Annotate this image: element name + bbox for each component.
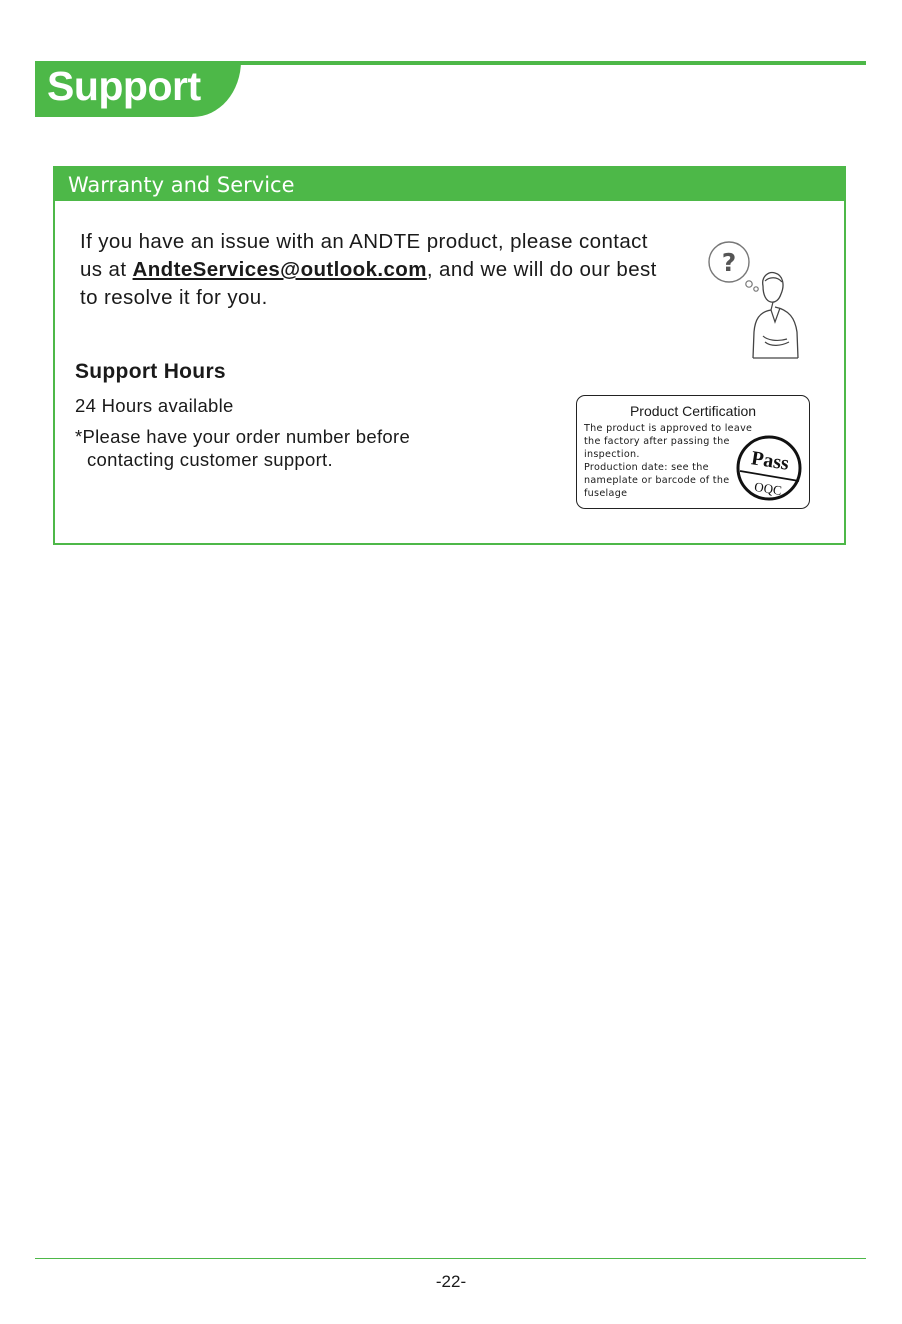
certification-line: The product is approved to leave [584, 423, 753, 434]
footer-rule [35, 1258, 866, 1259]
warranty-service-card [53, 166, 846, 545]
order-number-note [75, 425, 410, 471]
support-hours-value: 24 Hours available [75, 395, 234, 416]
thinking-person-icon [705, 240, 810, 365]
certification-line: the factory after passing the [584, 436, 730, 447]
stamp-oqc-text: OQC [753, 478, 783, 499]
support-hours-title: Support Hours [75, 360, 226, 383]
page-title-tab [35, 61, 241, 117]
card-header [55, 168, 844, 201]
certification-text [584, 422, 754, 500]
intro-paragraph [80, 228, 660, 312]
card-header-title: Warranty and Service [68, 173, 295, 197]
intro-text-after: , and we will do our best to resolve it for you. [80, 258, 657, 309]
page-number: -22- [435, 1272, 467, 1291]
certification-line: inspection. [584, 449, 640, 460]
svg-text:?: ? [721, 248, 737, 277]
certification-line: nameplate or barcode of the [584, 475, 730, 486]
support-email-link[interactable]: AndteServices@outlook.com [132, 258, 427, 281]
certification-line: fuselage [584, 488, 628, 499]
pass-oqc-stamp-icon [735, 434, 803, 502]
note-line-2: contacting customer support. [87, 449, 333, 470]
note-line-1: *Please have your order number before [75, 426, 411, 447]
stamp-pass-text: Pass [749, 447, 791, 475]
product-certification-box [576, 395, 810, 509]
certification-line: Production date: see the [584, 462, 709, 473]
certification-title: Product Certification [629, 403, 757, 419]
page-title: Support [47, 63, 201, 109]
intro-text-before: If you have an issue with an ANDTE product, please contact us at [80, 230, 648, 281]
